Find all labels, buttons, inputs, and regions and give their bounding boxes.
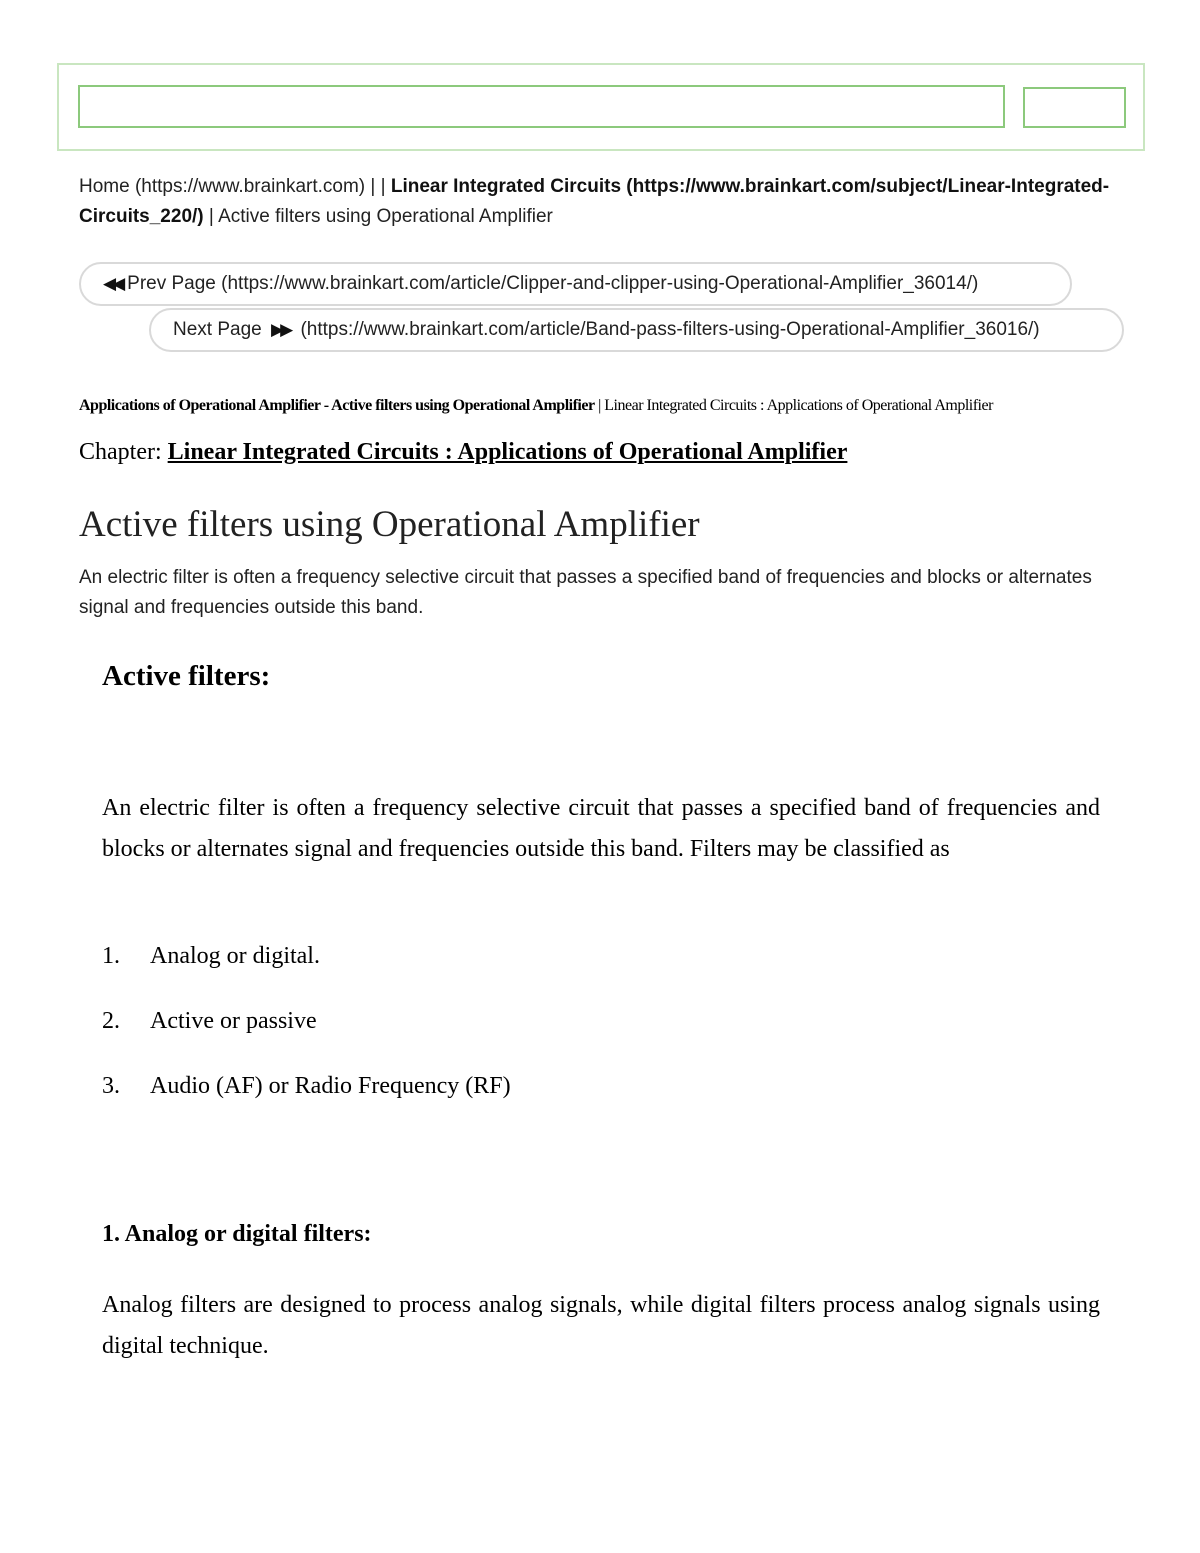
breadcrumb <box>79 172 1129 232</box>
list-item <box>102 1005 317 1037</box>
search-bar <box>57 63 1145 151</box>
body-paragraph: Analog filters are designed to process analog signals, while digital filters process analog signals using digital technique. <box>102 1292 1100 1359</box>
list-number: 1. <box>102 943 120 969</box>
prev-page-button[interactable] <box>79 262 1072 306</box>
page-title: Active filters using Operational Amplifier <box>79 504 700 545</box>
double-left-arrow-icon: ◀◀ <box>103 274 122 293</box>
meta-title: Applications of Operational Amplifier - Active filters using Operational Amplifier <box>79 397 595 414</box>
list-text: Audio (AF) or Radio Frequency (RF) <box>150 1073 511 1099</box>
breadcrumb-home-link[interactable]: Home (https://www.brainkart.com) <box>79 176 366 197</box>
breadcrumb-subject-link[interactable]: Linear Integrated Circuits (https://www.brainkart.com/subject/Linear-Integrated-Circuits_220/) <box>79 176 1110 227</box>
chapter-label: Chapter: <box>79 439 168 465</box>
list-item <box>102 1070 511 1102</box>
list-item <box>102 940 320 972</box>
next-page-button[interactable] <box>149 308 1124 352</box>
meta-separator: | <box>594 397 605 414</box>
chapter-line <box>79 436 847 468</box>
breadcrumb-separator: | | <box>365 176 391 197</box>
intro-paragraph: An electric filter is often a frequency selective circuit that passes a specified band of frequencies and blocks or alternates signal and frequencies outside this band. <box>79 567 1092 618</box>
next-page-label: Next Page <box>173 319 262 340</box>
list-text: Active or passive <box>150 1008 317 1034</box>
prev-page-label: Prev Page (https://www.brainkart.com/article/Clipper-and-clipper-using-Operational-Amplifier_36014/) <box>127 273 979 294</box>
list-number: 3. <box>102 1073 120 1099</box>
list-text: Analog or digital. <box>150 943 320 969</box>
double-right-arrow-icon: ▶▶ <box>271 320 290 339</box>
next-page-url: (https://www.brainkart.com/article/Band-pass-filters-using-Operational-Amplifier_36016/) <box>300 319 1040 340</box>
breadcrumb-current: Active filters using Operational Amplifier <box>218 206 553 227</box>
search-button[interactable] <box>1023 87 1126 128</box>
meta-subject: Linear Integrated Circuits : Applications of Operational Amplifier <box>604 397 993 414</box>
chapter-link[interactable]: Linear Integrated Circuits : Applications of Operational Amplifier <box>167 439 848 465</box>
list-number: 2. <box>102 1008 120 1034</box>
body-paragraph: An electric filter is often a frequency selective circuit that passes a specified band of frequencies and blocks or alternates signal and frequencies outside this band. Filters may be classified as <box>102 795 1100 862</box>
breadcrumb-separator: | <box>203 206 219 227</box>
article-meta <box>79 394 1179 418</box>
subheading: 1. Analog or digital filters: <box>102 1221 372 1247</box>
search-input[interactable] <box>78 85 1005 128</box>
section-heading: Active filters: <box>102 660 271 692</box>
